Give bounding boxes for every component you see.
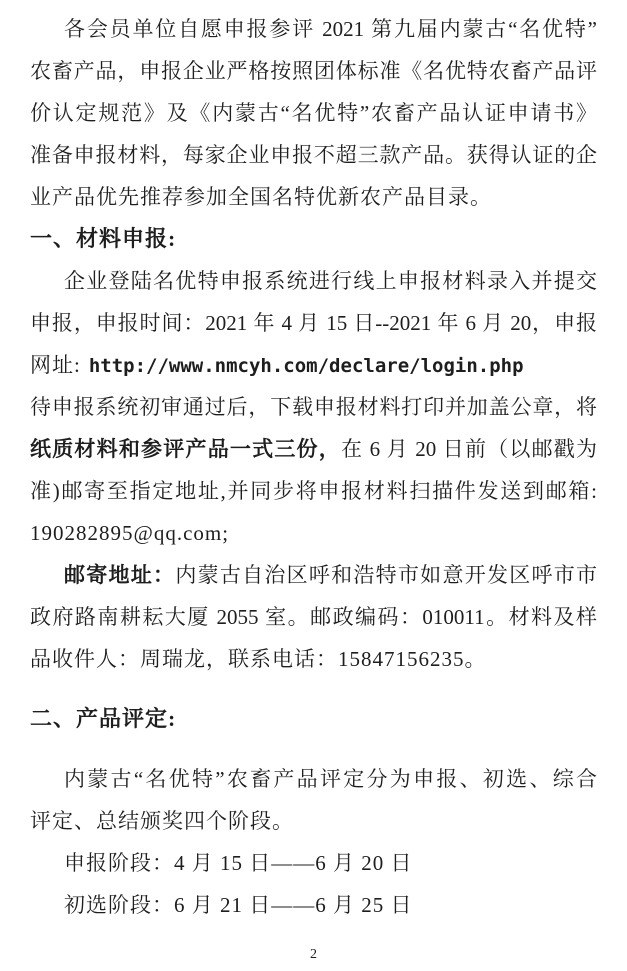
sec2-line-1: 内蒙古“名优特”农畜产品评定分为申报、初选、综合 [64,767,597,791]
sec1-line-5-rest: 在 6 月 20 日前（以邮戳为 [340,437,597,461]
intro-line-1: 各会员单位自愿申报参评 2021 第九届内蒙古“名优特” [64,17,597,41]
emphasis-paper-materials: 纸质材料和参评产品一式三份， [30,437,341,461]
mailing-address-line-2: 政府路南耕耘大厦 2055 室。邮政编码：010011。材料及样 [30,605,597,629]
sec1-line-5 [30,428,597,470]
mailing-address-text: 内蒙古自治区呼和浩特市如意开发区呼市市 [175,563,597,587]
stage-application-line: 申报阶段：4 月 15 日——6 月 20 日 [64,851,413,875]
mailing-address-line-1 [30,554,597,596]
sec1-line-6: 准)邮寄至指定地址,并同步将申报材料扫描件发送到邮箱: [30,479,597,503]
stage-preselection-line: 初选阶段：6 月 21 日——6 月 25 日 [64,893,413,917]
sec1-line-2: 申报，申报时间：2021 年 4 月 15 日--2021 年 6 月 20，申报 [30,311,597,335]
intro-line-3: 价认定规范》及《内蒙古“名优特”农畜产品认证申请书》 [30,101,597,125]
intro-line-4: 准备申报材料，每家企业申报不超三款产品。获得认证的企 [30,143,597,167]
sec1-line-4: 待申报系统初审通过后，下载申报材料打印并加盖公章，将 [30,395,597,419]
email-line: 190282895@qq.com; [30,521,230,545]
mailing-address-label: 邮寄地址： [64,563,176,587]
intro-line-5: 业产品优先推荐参加全国名特优新农产品目录。 [30,185,492,209]
page-number: 2 [310,947,317,962]
url-label: 网址: [30,353,81,377]
sec2-line-2: 评定、总结颁奖四个阶段。 [30,809,294,833]
application-url: http://www.nmcyh.com/declare/login.php [88,355,524,377]
sec1-url-line [30,344,597,386]
sec1-line-1: 企业登陆名优特申报系统进行线上申报材料录入并提交 [64,269,597,293]
contact-line: 品收件人：周瑞龙，联系电话：15847156235。 [30,647,487,671]
intro-line-2: 农畜产品，申报企业严格按照团体标准《名优特农畜产品评 [30,59,597,83]
section-heading-evaluation: 二、产品评定: [30,706,177,731]
section-heading-materials: 一、材料申报: [30,226,177,251]
